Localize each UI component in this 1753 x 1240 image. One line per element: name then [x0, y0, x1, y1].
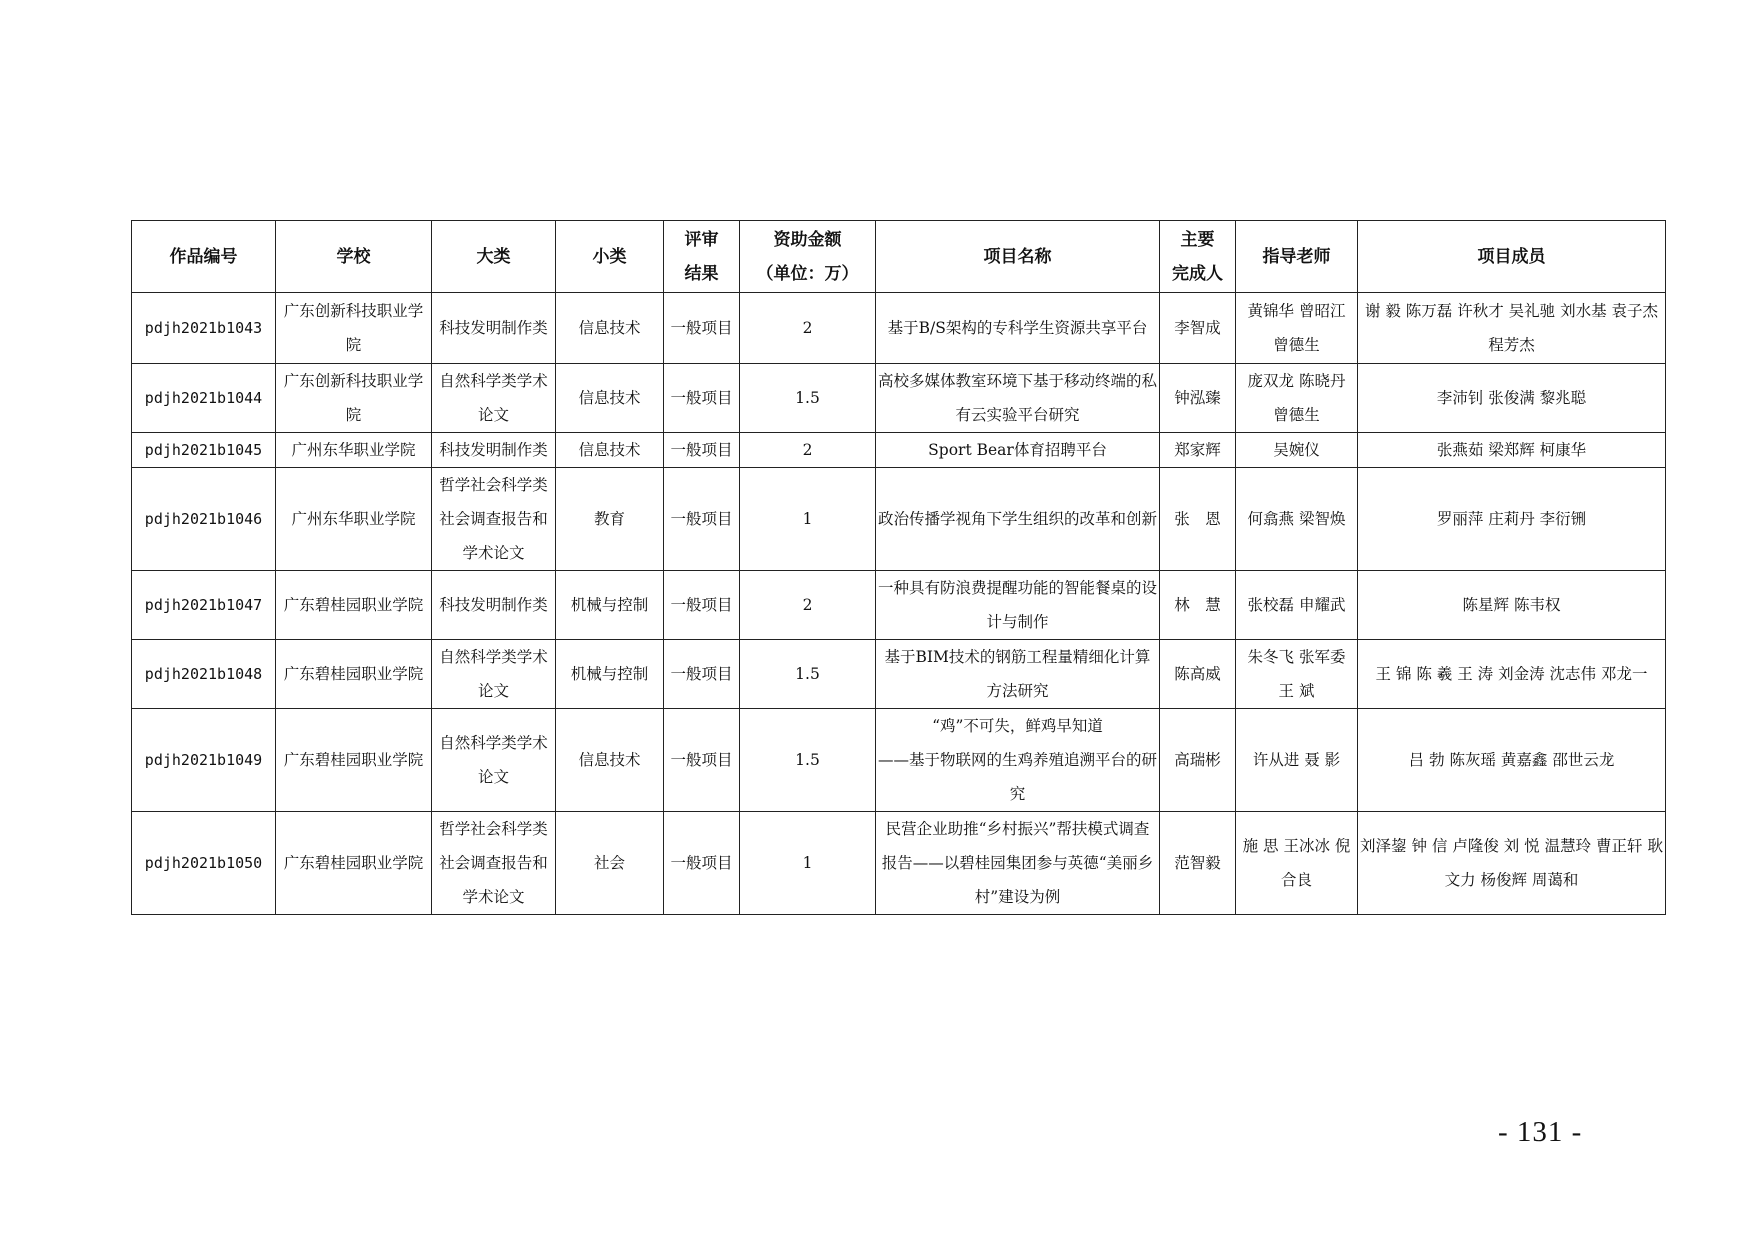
category-cell: 科技发明制作类: [432, 433, 556, 468]
header-cell: 指导老师: [1236, 221, 1358, 293]
amount-cell: 1.5: [740, 364, 876, 433]
amount-cell: 2: [740, 293, 876, 364]
amount-cell: 1: [740, 812, 876, 915]
members-cell: 张燕茹 梁郑辉 柯康华: [1358, 433, 1666, 468]
result-cell: 一般项目: [664, 364, 740, 433]
subcategory-cell: 信息技术: [556, 433, 664, 468]
advisors-cell: 庞双龙 陈晓丹 曾德生: [1236, 364, 1358, 433]
subcategory-cell: 信息技术: [556, 709, 664, 812]
result-cell: 一般项目: [664, 640, 740, 709]
subcategory-cell: 机械与控制: [556, 571, 664, 640]
school-cell: 广东碧桂园职业学院: [276, 812, 432, 915]
amount-cell: 2: [740, 433, 876, 468]
table-row: [132, 571, 1666, 640]
id-cell: pdjh2021b1050: [132, 812, 276, 915]
id-cell: pdjh2021b1045: [132, 433, 276, 468]
subcategory-cell: 信息技术: [556, 293, 664, 364]
result-cell: 一般项目: [664, 709, 740, 812]
advisors-cell: 朱冬飞 张军委 王 斌: [1236, 640, 1358, 709]
page-number: - 131 -: [1498, 1116, 1583, 1148]
school-cell: 广东创新科技职业学院: [276, 364, 432, 433]
category-cell: 哲学社会科学类社会调查报告和学术论文: [432, 468, 556, 571]
amount-cell: 1.5: [740, 709, 876, 812]
header-cell: 评审 结果: [664, 221, 740, 293]
amount-cell: 1.5: [740, 640, 876, 709]
category-cell: 科技发明制作类: [432, 293, 556, 364]
subcategory-cell: 教育: [556, 468, 664, 571]
members-cell: 陈星辉 陈韦权: [1358, 571, 1666, 640]
project-name-cell: Sport Bear体育招聘平台: [876, 433, 1160, 468]
members-cell: 刘泽鋆 钟 信 卢隆俊 刘 悦 温慧玲 曹正轩 耿文力 杨俊辉 周蔼和: [1358, 812, 1666, 915]
subcategory-cell: 社会: [556, 812, 664, 915]
id-cell: pdjh2021b1043: [132, 293, 276, 364]
header-cell: 学校: [276, 221, 432, 293]
project-name-cell: 基于B/S架构的专科学生资源共享平台: [876, 293, 1160, 364]
table-row: [132, 293, 1666, 364]
table-row: [132, 812, 1666, 915]
school-cell: 广州东华职业学院: [276, 433, 432, 468]
school-cell: 广州东华职业学院: [276, 468, 432, 571]
id-cell: pdjh2021b1047: [132, 571, 276, 640]
table-row: [132, 640, 1666, 709]
advisors-cell: 何翕燕 梁智焕: [1236, 468, 1358, 571]
header-cell: 作品编号: [132, 221, 276, 293]
members-cell: 谢 毅 陈万磊 许秋才 吴礼驰 刘水基 袁子杰 程芳杰: [1358, 293, 1666, 364]
table-header-row: [132, 221, 1666, 293]
result-cell: 一般项目: [664, 433, 740, 468]
leader-cell: 李智成: [1160, 293, 1236, 364]
id-cell: pdjh2021b1048: [132, 640, 276, 709]
advisors-cell: 许从进 聂 影: [1236, 709, 1358, 812]
id-cell: pdjh2021b1046: [132, 468, 276, 571]
header-cell: 资助金额 （单位：万）: [740, 221, 876, 293]
project-name-cell: 政治传播学视角下学生组织的改革和创新: [876, 468, 1160, 571]
project-name-cell: 民营企业助推“乡村振兴”帮扶模式调查报告——以碧桂园集团参与英德“美丽乡村”建设为例: [876, 812, 1160, 915]
category-cell: 自然科学类学术论文: [432, 364, 556, 433]
table-row: [132, 364, 1666, 433]
school-cell: 广东碧桂园职业学院: [276, 571, 432, 640]
header-cell: 主要 完成人: [1160, 221, 1236, 293]
project-table: [131, 220, 1666, 915]
leader-cell: 郑家辉: [1160, 433, 1236, 468]
school-cell: 广东创新科技职业学院: [276, 293, 432, 364]
members-cell: 王 锦 陈 羲 王 涛 刘金涛 沈志伟 邓龙一: [1358, 640, 1666, 709]
advisors-cell: 黄锦华 曾昭江 曾德生: [1236, 293, 1358, 364]
leader-cell: 陈高威: [1160, 640, 1236, 709]
amount-cell: 1: [740, 468, 876, 571]
leader-cell: 高瑞彬: [1160, 709, 1236, 812]
header-cell: 大类: [432, 221, 556, 293]
result-cell: 一般项目: [664, 812, 740, 915]
members-cell: 罗丽萍 庄莉丹 李衍铏: [1358, 468, 1666, 571]
result-cell: 一般项目: [664, 571, 740, 640]
leader-cell: 范智毅: [1160, 812, 1236, 915]
project-name-cell: 一种具有防浪费提醒功能的智能餐桌的设计与制作: [876, 571, 1160, 640]
table-row: [132, 433, 1666, 468]
project-name-cell: “鸡”不可失，鲜鸡早知道 ——基于物联网的生鸡养殖追溯平台的研究: [876, 709, 1160, 812]
project-name-cell: 基于BIM技术的钢筋工程量精细化计算方法研究: [876, 640, 1160, 709]
amount-cell: 2: [740, 571, 876, 640]
project-name-cell: 高校多媒体教室环境下基于移动终端的私有云实验平台研究: [876, 364, 1160, 433]
table-row: [132, 709, 1666, 812]
advisors-cell: 张校磊 申耀武: [1236, 571, 1358, 640]
result-cell: 一般项目: [664, 468, 740, 571]
header-cell: 项目成员: [1358, 221, 1666, 293]
category-cell: 哲学社会科学类社会调查报告和学术论文: [432, 812, 556, 915]
id-cell: pdjh2021b1049: [132, 709, 276, 812]
id-cell: pdjh2021b1044: [132, 364, 276, 433]
category-cell: 自然科学类学术论文: [432, 640, 556, 709]
category-cell: 科技发明制作类: [432, 571, 556, 640]
result-cell: 一般项目: [664, 293, 740, 364]
leader-cell: 钟泓臻: [1160, 364, 1236, 433]
members-cell: 李沛钊 张俊满 黎兆聪: [1358, 364, 1666, 433]
school-cell: 广东碧桂园职业学院: [276, 640, 432, 709]
advisors-cell: 施 思 王冰冰 倪合良: [1236, 812, 1358, 915]
subcategory-cell: 信息技术: [556, 364, 664, 433]
leader-cell: 张 恩: [1160, 468, 1236, 571]
members-cell: 吕 勃 陈灰瑶 黄嘉鑫 邵世云龙: [1358, 709, 1666, 812]
advisors-cell: 吴婉仪: [1236, 433, 1358, 468]
school-cell: 广东碧桂园职业学院: [276, 709, 432, 812]
table-row: [132, 468, 1666, 571]
header-cell: 项目名称: [876, 221, 1160, 293]
subcategory-cell: 机械与控制: [556, 640, 664, 709]
table-body: [132, 293, 1666, 915]
header-cell: 小类: [556, 221, 664, 293]
leader-cell: 林 慧: [1160, 571, 1236, 640]
category-cell: 自然科学类学术论文: [432, 709, 556, 812]
